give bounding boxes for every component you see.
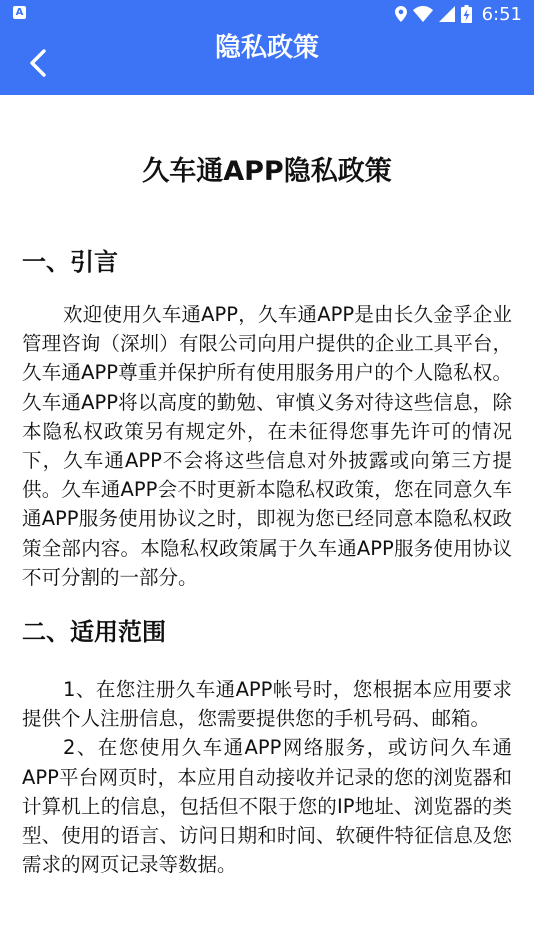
scope-paragraph-2: 2、在您使用久车通APP网络服务，或访问久车通APP平台网页时，本应用自动接收并记录的您的浏览器和计算机上的信息，包括但不限于您的IP地址、浏览器的类型、使用的语言、访问日期和时间、软硬件特征信息及您需求的网页记录等数据。 (22, 736, 512, 877)
status-time: 6:51 (481, 3, 522, 25)
scope-paragraph-1: 1、在您注册久车通APP帐号时，您根据本应用要求提供个人注册信息，您需要提供您的手机号码、邮箱。 (22, 678, 512, 731)
document-title: 久车通APP隐私政策 (142, 156, 392, 187)
introduction-paragraph: 欢迎使用久车通APP，久车通APP是由长久金孚企业管理咨询（深圳）有限公司向用户提供的企业工具平台，久车通APP尊重并保护所有使用服务用户的个人隐私权。久车通APP将以高度的勤勉、审慎义务对待这些信息，除本隐私权政策另有规定外，在未征得您事先许可的情况下，久车通APP不会将这些信息对外披露或向第三方提供。久车通APP会不时更新本隐私权政策，您在同意久车通APP服务使用协议之时，即视为您已经同意本隐私权政策全部内容。本隐私权政策属于久车通APP服务使用协议不可分割的一部分。 (22, 303, 512, 589)
section-heading-introduction: 一、引言 (22, 248, 118, 276)
location-icon (395, 6, 407, 22)
status-icons (395, 3, 522, 25)
page-title: 隐私政策 (214, 33, 319, 63)
a-letter-icon: A (13, 6, 26, 19)
section-heading-scope: 二、适用范围 (22, 618, 166, 647)
app-bar (0, 27, 534, 95)
document-body (22, 95, 512, 879)
battery-charging-icon (461, 5, 472, 23)
wifi-icon (413, 6, 433, 22)
status-bar (0, 0, 534, 27)
signal-icon (439, 6, 455, 22)
